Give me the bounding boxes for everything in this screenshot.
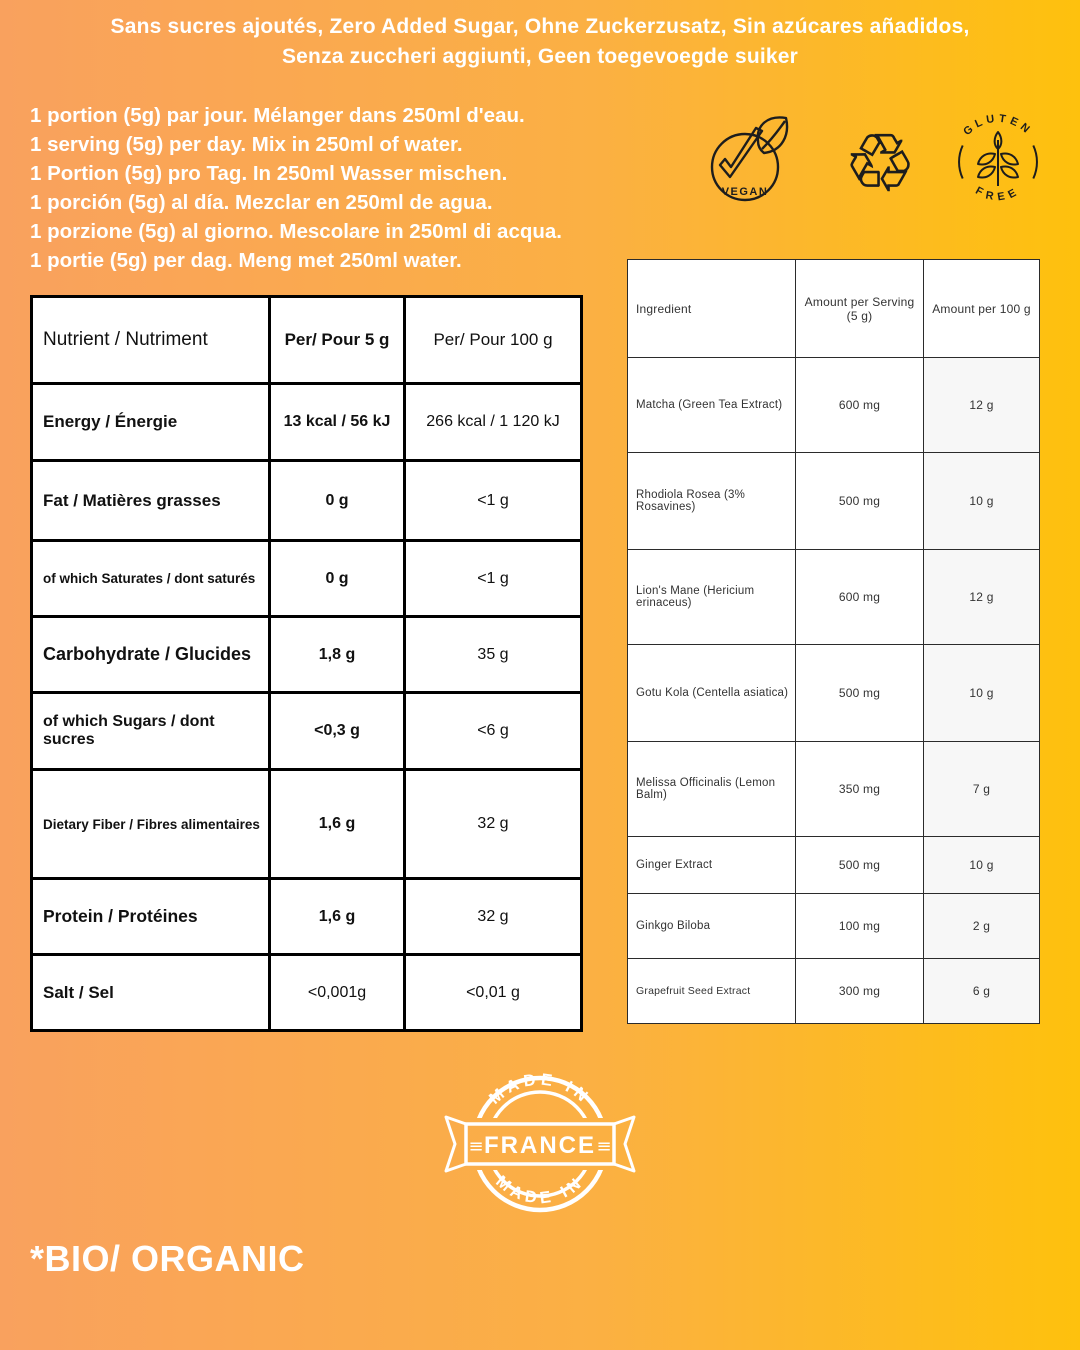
ingredient-row xyxy=(628,358,1040,453)
nutrition-row xyxy=(32,693,582,770)
ingredient-cell-per_serving: 500 mg xyxy=(796,837,924,894)
nutrition-cell-per_5g: 0 g xyxy=(270,461,405,541)
ingredient-cell-name: Gotu Kola (Centella asiatica) xyxy=(628,645,796,742)
ingredient-row xyxy=(628,742,1040,837)
no-sugar-claims-line2: Senza zuccheri aggiunti, Geen toegevoegde suiker xyxy=(281,45,799,68)
serving-instruction-es: 1 porción (5g) al día. Mezclar en 250ml de agua. xyxy=(30,191,493,214)
ingredient-row xyxy=(628,959,1040,1024)
no-sugar-claims xyxy=(0,12,1080,72)
bio-organic-note: *BIO/ ORGANIC xyxy=(30,1238,305,1279)
nutrition-cell-per_100g: 32 g xyxy=(405,770,582,879)
stamp-tick-left: ≡ xyxy=(468,1136,484,1157)
nutrition-row xyxy=(32,955,582,1031)
nutrition-cell-label: Fat / Matières grasses xyxy=(32,461,270,541)
svg-text:FREE xyxy=(973,185,1022,204)
nutrition-header-cell: Per/ Pour 100 g xyxy=(405,297,582,384)
ingredient-cell-per_100g: 7 g xyxy=(924,742,1040,837)
nutrition-cell-label: Dietary Fiber / Fibres alimentaires xyxy=(32,770,270,879)
nutrition-row xyxy=(32,461,582,541)
nutrition-cell-per_5g: 0 g xyxy=(270,541,405,617)
ingredient-cell-per_100g: 10 g xyxy=(924,837,1040,894)
stamp-arc-bottom-label: MADE IN xyxy=(492,1172,588,1208)
nutrition-cell-per_5g: 1,8 g xyxy=(270,617,405,693)
ingredient-header-cell: Amount per 100 g xyxy=(924,260,1040,358)
nutrition-cell-label: Energy / Énergie xyxy=(32,384,270,461)
ingredient-header-row xyxy=(628,260,1040,358)
ingredient-cell-per_100g: 6 g xyxy=(924,959,1040,1024)
ingredient-cell-name: Rhodiola Rosea (3% Rosavines) xyxy=(628,453,796,550)
nutrition-row xyxy=(32,617,582,693)
ingredient-cell-per_serving: 100 mg xyxy=(796,894,924,959)
nutrition-header-row xyxy=(32,297,582,384)
ingredient-cell-name: Ginkgo Biloba xyxy=(628,894,796,959)
ingredient-cell-name: Grapefruit Seed Extract xyxy=(628,959,796,1024)
ingredient-cell-name: Ginger Extract xyxy=(628,837,796,894)
ingredient-table xyxy=(627,259,1040,1024)
ingredient-cell-per_serving: 300 mg xyxy=(796,959,924,1024)
ingredient-cell-name: Lion's Mane (Hericium erinaceus) xyxy=(628,550,796,645)
ingredient-row xyxy=(628,645,1040,742)
nutrition-cell-per_100g: <0,01 g xyxy=(405,955,582,1031)
serving-instructions xyxy=(30,101,562,275)
ingredient-cell-per_serving: 500 mg xyxy=(796,645,924,742)
nutrition-cell-per_5g: 1,6 g xyxy=(270,879,405,955)
ingredient-row xyxy=(628,894,1040,959)
nutrition-cell-label: Protein / Protéines xyxy=(32,879,270,955)
ingredient-header-cell: Amount per Serving (5 g) xyxy=(796,260,924,358)
nutrition-cell-label: Carbohydrate / Glucides xyxy=(32,617,270,693)
gluten-free-bottom-label: FREE xyxy=(973,184,1023,204)
nutrition-row xyxy=(32,384,582,461)
serving-instruction-en: 1 serving (5g) per day. Mix in 250ml of water. xyxy=(30,133,463,156)
ingredient-cell-per_100g: 2 g xyxy=(924,894,1040,959)
nutrition-header-cell: Nutrient / Nutriment xyxy=(32,297,270,384)
nutrition-cell-per_100g: <1 g xyxy=(405,461,582,541)
serving-instruction-de: 1 Portion (5g) pro Tag. In 250ml Wasser mischen. xyxy=(30,162,508,185)
serving-instruction-fr: 1 portion (5g) par jour. Mélanger dans 250ml d'eau. xyxy=(30,104,525,127)
ingredient-cell-per_serving: 500 mg xyxy=(796,453,924,550)
nutrition-header-cell: Per/ Pour 5 g xyxy=(270,297,405,384)
nutrition-table xyxy=(30,295,583,1032)
nutrition-cell-label: of which Saturates / dont saturés xyxy=(32,541,270,617)
nutrition-cell-per_100g: 32 g xyxy=(405,879,582,955)
gluten-free-icon xyxy=(948,112,1048,212)
made-in-france-stamp xyxy=(430,1062,650,1232)
stamp-banner-label: FRANCE xyxy=(484,1132,596,1159)
nutrition-cell-per_5g: 13 kcal / 56 kJ xyxy=(270,384,405,461)
ingredient-cell-per_serving: 600 mg xyxy=(796,358,924,453)
nutrition-row xyxy=(32,770,582,879)
nutrition-cell-per_100g: 35 g xyxy=(405,617,582,693)
vegan-icon xyxy=(700,115,800,215)
serving-instruction-it: 1 porzione (5g) al giorno. Mescolare in 250ml di acqua. xyxy=(30,220,562,243)
nutrition-cell-per_100g: 266 kcal / 1 120 kJ xyxy=(405,384,582,461)
serving-instruction-nl: 1 portie (5g) per dag. Meng met 250ml water. xyxy=(30,249,462,272)
nutrition-cell-per_5g: <0,001g xyxy=(270,955,405,1031)
ingredient-cell-name: Melissa Officinalis (Lemon Balm) xyxy=(628,742,796,837)
ingredient-cell-per_100g: 12 g xyxy=(924,358,1040,453)
ingredient-row xyxy=(628,837,1040,894)
ingredient-cell-per_serving: 600 mg xyxy=(796,550,924,645)
nutrition-cell-label: of which Sugars / dont sucres xyxy=(32,693,270,770)
nutrition-cell-per_100g: <6 g xyxy=(405,693,582,770)
svg-text:GLUTEN xyxy=(961,113,1034,138)
ingredient-header-cell: Ingredient xyxy=(628,260,796,358)
nutrition-cell-label: Salt / Sel xyxy=(32,955,270,1031)
recycling-icon: ♻ xyxy=(845,119,915,209)
ingredient-cell-per_100g: 12 g xyxy=(924,550,1040,645)
vegan-icon-label: VEGAN xyxy=(721,186,769,198)
nutrition-row xyxy=(32,541,582,617)
nutrition-cell-per_5g: <0,3 g xyxy=(270,693,405,770)
nutrition-cell-per_100g: <1 g xyxy=(405,541,582,617)
ingredient-row xyxy=(628,550,1040,645)
nutrition-row xyxy=(32,879,582,955)
ingredient-row xyxy=(628,453,1040,550)
ingredient-cell-per_100g: 10 g xyxy=(924,645,1040,742)
nutrition-cell-per_5g: 1,6 g xyxy=(270,770,405,879)
gluten-free-top-label: GLUTEN xyxy=(961,112,1035,139)
stamp-tick-right: ≡ xyxy=(596,1136,612,1157)
no-sugar-claims-line1: Sans sucres ajoutés, Zero Added Sugar, Ohne Zuckerzusatz, Sin azúcares añadidos, xyxy=(110,15,970,38)
ingredient-cell-per_serving: 350 mg xyxy=(796,742,924,837)
ingredient-cell-name: Matcha (Green Tea Extract) xyxy=(628,358,796,453)
ingredient-cell-per_100g: 10 g xyxy=(924,453,1040,550)
stamp-arc-top-label: MADE IN xyxy=(485,1070,595,1109)
